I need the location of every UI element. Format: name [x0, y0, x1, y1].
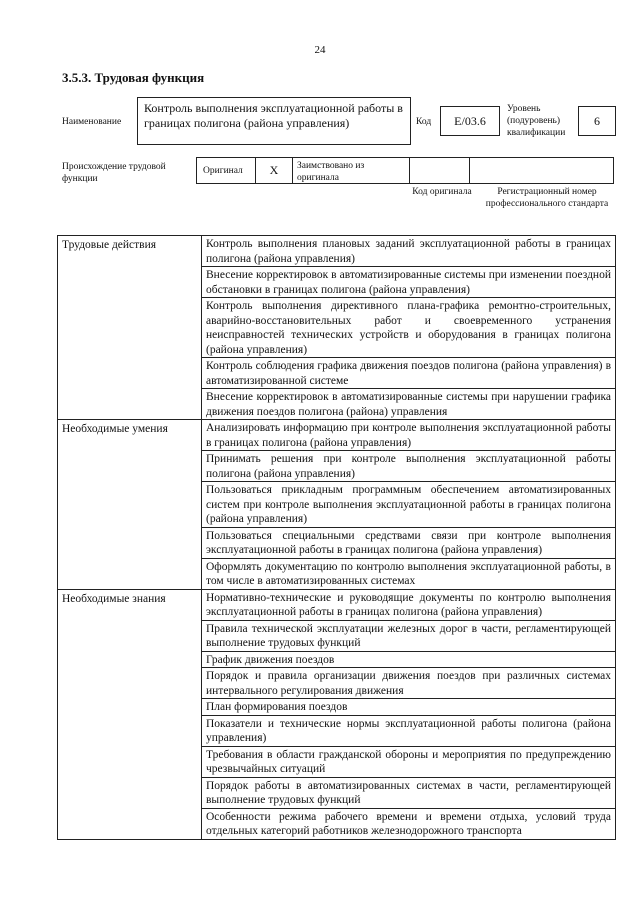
table-row: [58, 420, 616, 451]
table-row: [58, 236, 616, 267]
group-title: Необходимые умения: [58, 420, 202, 590]
level-label: Уровень (подуровень) квалификации: [507, 104, 566, 138]
group-title: Трудовые действия: [58, 236, 202, 420]
list-item: Нормативно-технические и руководящие документы по контролю выполнения эксплуатационной работы в границах полигона (района управления): [202, 589, 616, 620]
list-item: Контроль соблюдения графика движения поездов полигона (района управления) в автоматизированной системе: [202, 358, 616, 389]
list-item: Особенности режима рабочего времени и времени отдыха, условий труда отдельных категорий работников железнодорожного транспорта: [202, 808, 616, 839]
group-title: Необходимые знания: [58, 589, 202, 839]
borrowed-cell: Заимствовано из оригинала: [292, 157, 410, 184]
origin-label: Происхождение трудовой функции: [62, 162, 166, 184]
list-item: Порядок и правила организации движения поездов при различных системах интервального регулирования движения: [202, 668, 616, 699]
origin-row: [196, 157, 616, 184]
section-title: 3.5.3. Трудовая функция: [62, 70, 205, 85]
list-item: Анализировать информацию при контроле выполнения эксплуатационной работы в границах полигона (района управления): [202, 420, 616, 451]
function-details-table: [57, 235, 616, 840]
list-item: Оформлять документацию по контролю выполнения эксплуатационной работы, в том числе в автоматизированных системах: [202, 558, 616, 589]
level-value-box: 6: [578, 106, 616, 136]
list-item: Требования в области гражданской обороны и мероприятия по предупреждению чрезвычайных ситуаций: [202, 746, 616, 777]
list-item: Показатели и технические нормы эксплуатационной работы полигона (района управления): [202, 715, 616, 746]
original-code-cell: [409, 157, 470, 184]
name-label: Наименование: [62, 117, 122, 127]
code-label: Код: [416, 117, 432, 127]
list-item: Принимать решения при контроле выполнения эксплуатационной работы полигона (района управления): [202, 451, 616, 482]
list-item: Внесение корректировок в автоматизированные системы при изменении поездной обстановки в границах полигона (района управления): [202, 267, 616, 298]
list-item: Внесение корректировок в автоматизированные системы при нарушении графика движения поездов полигона (района) управления: [202, 389, 616, 420]
list-item: График движения поездов: [202, 651, 616, 668]
list-item: Порядок работы в автоматизированных системах в части, регламентирующей выполнение трудовых функций: [202, 777, 616, 808]
function-name-box: Контроль выполнения эксплуатационной работы в границах полигона (района управления): [137, 97, 411, 145]
code-value-box: E/03.6: [440, 106, 500, 136]
list-item: Контроль выполнения плановых заданий эксплуатационной работы в границах полигона (района управления): [202, 236, 616, 267]
table-row: [58, 589, 616, 620]
list-item: Контроль выполнения директивного плана-графика ремонтно-строительных, аварийно-восстановительных работ и своевременного устранения неисправностей технических устройств и оборудования в границах полигона (района управления): [202, 298, 616, 358]
list-item: Пользоваться прикладным программным обеспечением автоматизированных систем при контроле выполнения эксплуатационной работы в границах полигона (района управления): [202, 482, 616, 528]
list-item: Пользоваться специальными средствами связи при контроле выполнения эксплуатационной работы в границах полигона (района управления): [202, 527, 616, 558]
list-item: План формирования поездов: [202, 699, 616, 716]
registration-caption: Регистрационный номер профессионального стандарта: [485, 187, 609, 209]
original-mark-cell: X: [255, 157, 293, 184]
list-item: Правила технической эксплуатации железных дорог в части, регламентирующей выполнение трудовых функций: [202, 620, 616, 651]
original-cell: Оригинал: [196, 157, 256, 184]
page-number: 24: [314, 44, 326, 56]
code-original-caption: Код оригинала: [412, 187, 472, 197]
registration-number-cell: [469, 157, 614, 184]
